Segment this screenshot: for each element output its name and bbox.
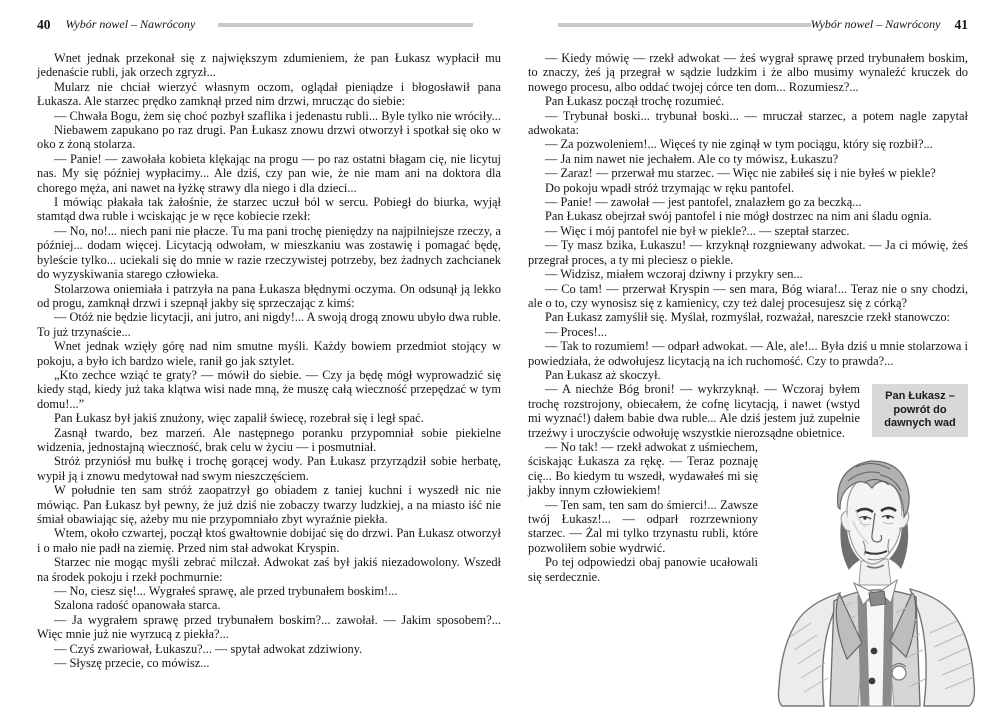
paragraph: — Słyszę przecie, co mówisz...: [54, 656, 210, 671]
page-body-right: [528, 51, 968, 584]
paragraph: Pan Łukasz obejrzał swój pantofel i nie mógł dostrzec na nim ani śladu ognia.: [545, 209, 932, 224]
paragraph: Mularz nie chciał wierzyć własnym oczom, oglądał pieniądze i błogosławił pana Łukasza. Ale starzec prędko zamknął przed nim drzwi, mrucząc do siebie:: [37, 79, 501, 109]
paragraph: — Ja nim nawet nie jechałem. Ale co ty mówisz, Łukaszu?: [545, 151, 839, 166]
paragraph: Starzec nie mogąc myśli zebrać milczał. Adwokat zaś był jakiś niezadowolony. Wszedł na środek pokoju i rzekł pochmurnie:: [37, 555, 501, 584]
running-title-left: Wybór nowel – Nawrócony: [65, 17, 196, 31]
paragraph: — No, no!... niech pani nie płacze. Tu ma pani trochę pieniędzy na najpilniejsze rzeczy, a później... dodam więcej. Licytacją odwołam, w mieszkaniu was zostawię i pomagać będę, byleście tylko... uciekali się do mnie w razie rzeczywistej potrzeby, bez żadnych zachcianek do wyzyskiwania starego człowieka.: [37, 223, 501, 282]
paragraph: — Za pozwoleniem!... Więceś ty nie zginął w tym pociągu, który się rozbił?...: [545, 137, 933, 152]
margin-note-text: Pan Łukasz – powrót do dawnych wad: [884, 390, 956, 430]
page-number-left: 40: [37, 16, 51, 32]
paragraph: Pan Łukasz aż skoczył.: [545, 367, 661, 382]
header-rule-left: [218, 23, 473, 27]
paragraph: Wtem, około czwartej, począł ktoś gwałtownie dobijać się do drzwi. Pan Łukasz otworzył i o mało nie padł na ziemię. Przed nim stał adwokat Kryspin.: [37, 526, 501, 555]
paragraph: Stolarzowa oniemiała i patrzyła na pana Łukasza błędnymi oczyma. On odsunął ją lekko od progu, zamknął drzwi i szepnął jakby się sprzeczając z kimś:: [37, 281, 501, 310]
paragraph: — A niechże Bóg broni! — wykrzyknął. — Wczoraj byłem trochę rozstrojony, obiecałem, że cofnę licytacją, i nawet (wstyd mi wyznać!) dałem babie dwa ruble... Ale dziś jestem już zupełnie trzeźwy i uroczyście odwołuję wszystkie nierozsądne obietnice.: [528, 382, 860, 440]
header-rule-right: [558, 23, 811, 27]
page-body-left: [37, 51, 501, 670]
paragraph: Do pokoju wpadł stróż trzymając w ręku pantofel.: [545, 180, 795, 195]
paragraph: — Ja wygrałem sprawę przed trybunałem boskim?... zawołał. — Jakim sposobem?... Więc mnie już nie wyrzucą z piekła?...: [37, 612, 501, 642]
paragraph: — Czyś zwariował, Łukaszu?... — spytał adwokat zdziwiony.: [54, 641, 363, 656]
paragraph: I mówiąc płakała tak żałośnie, że starzec uczuł ból w sercu. Pobiegł do biurka, wyjął stamtąd dwa ruble i wciskając je w ręce kobiecie rzekł:: [37, 195, 501, 224]
paragraph: Pan Łukasz zamyślił się. Myślał, rozmyślał, rozważał, nareszcie rzekł stanowczo:: [545, 310, 950, 325]
paragraph: Niebawem zapukano po raz drugi. Pan Łukasz znowu drzwi otworzył i spotkał się oko w oko z żoną stolarza.: [37, 123, 501, 152]
paragraph: Pan Łukasz począł trochę rozumieć.: [545, 94, 725, 109]
paragraph: — Ty masz bzika, Łukaszu! — krzyknął rozgniewany adwokat. — Ja ci mówię, żeś przegrał proces, a ty mi pleciesz o piekle.: [528, 238, 968, 267]
paragraph: — Proces!...: [545, 324, 607, 339]
paragraph: Wnet jednak przekonał się z największym zdumieniem, że pan Łukasz wypłacił mu jedenaście rubli, jak orzech zgryzł...: [37, 51, 501, 80]
paragraph: Zasnął twardo, bez marzeń. Ale następnego poranku przypomniał sobie piekielne widzenia, jednostajną wieczność, brak celu w życiu — i posmutniał.: [37, 425, 501, 454]
paragraph: W południe ten sam stróż zaopatrzył go obiadem z taniej kuchni i wyszedł nic nie mówiąc. Pan Łukasz był pewny, że już dziś nie zobaczy twarzy ludzkiej, a na miasto iść nie śmiał obawiając się, ażeby mu nie przypomniało zbyt wyraźnie piekła.: [37, 483, 501, 526]
margin-note: [872, 384, 968, 437]
page-header-right: [528, 17, 968, 32]
page-40: [37, 0, 501, 670]
paragraph: — Zaraz! — przerwał mu starzec. — Więc nie zabiłeś się i nie byłeś w piekle?: [545, 166, 936, 181]
paragraph: Pan Łukasz był jakiś znużony, więc zapalił świecę, rozebrał się i legł spać.: [54, 411, 424, 426]
page-41: [528, 0, 968, 707]
paragraph: Po tej odpowiedzi obaj panowie ucałowali się serdecznie.: [528, 555, 758, 584]
running-title-right: Wybór nowel – Nawrócony: [810, 17, 941, 31]
paragraph: — Kiedy mówię — rzekł adwokat — żeś wygrał sprawę przed trybunałem boskim, to znaczy, żeś ją przegrał w sądzie ludzkim i że albo musimy wynaleźć kruczek do nowego procesu, albo oddać twojej córce ten dom... Rozumiesz?...: [528, 51, 968, 94]
paragraph: — Więc i mój pantofel nie był w piekle?... — szeptał starzec.: [545, 223, 850, 238]
paragraph: „Kto zechce wziąć te graty? — mówił do siebie. — Czy ja będę mógł wyprowadzić się kiedy stąd, kiedy już taka klątwa wisi nade mną, że muszę całą wieczność przepędzać w tym domu!...”: [37, 367, 501, 411]
paragraph: — Co tam! — przerwał Kryspin — sen mara, Bóg wiara!... Teraz nie o sny chodzi, ale o to, czy wynosisz się z kamienicy, czy też dalej procesujesz się z córką?: [528, 281, 968, 310]
paragraph: — Otóż nie będzie licytacji, ani jutro, ani nigdy!... A swoją drogą znowu ubyło dwa ruble. To już trzynaście...: [37, 310, 501, 339]
paragraph: — Panie! — zawołała kobieta klękając na progu — po raz ostatni błagam cię, nie licytuj nas. My się później wypłacimy... Ale dziś, czy pan wie, że nie mam ani na doktora dla chorego męża, ani nawet na łyżkę strawy dla niego i dla dzieci...: [37, 151, 501, 195]
paragraph: — Trybunał boski... trybunał boski... — mruczał starzec, a potem nagle zapytał adwokata:: [528, 108, 968, 138]
paragraph: Stróż przyniósł mu bułkę i trochę gorącej wody. Pan Łukasz przyrządził sobie herbatę, wypił ją i znowu medytował nad swym nieszczęściem.: [37, 454, 501, 483]
paragraph: Szalona radość opanowała starca.: [54, 598, 221, 613]
page-header-left: [37, 17, 501, 32]
paragraph: Wnet jednak wzięły górę nad nim smutne myśli. Każdy bowiem przedmiot stojący w pokoju, a było ich bardzo wiele, ranił go jak sztylet.: [37, 339, 501, 368]
paragraph: — Widzisz, miałem wczoraj dziwny i przykry sen...: [545, 267, 803, 282]
page-number-right: 41: [954, 16, 968, 32]
paragraph: — Tak to rozumiem! — odparł adwokat. — Ale, ale!... Była dziś u mnie stolarzowa i powiedziała, że odwołujesz licytacją na ich ruchomość. Czy to prawda?...: [528, 339, 968, 368]
paragraph: — Panie! — zawołał — jest pantofel, znalazłem go za beczką...: [545, 195, 862, 210]
portrait-illustration: [768, 451, 988, 707]
old-man-sketch-icon: [768, 451, 988, 707]
paragraph: — No tak! — rzekł adwokat z uśmiechem, ściskając Łukasza za rękę. — Teraz poznaję cię... Bo kiedym tu wszedł, wydawałeś mi się jakby innym człowiekiem!: [528, 439, 758, 498]
paragraph: — Ten sam, ten sam do śmierci!... Zawsze twój Łukasz!... — odparł rozrzewniony starzec. — Żal mi tylko trzynastu rubli, które pozwoliłem sobie wydrwić.: [528, 497, 758, 555]
paragraph: — Chwała Bogu, żem się choć pozbył szaflika i jedenastu rubli... Byle tylko nie wróciły...: [54, 108, 501, 123]
paragraph: — No, ciesz się!... Wygrałeś sprawę, ale przed trybunałem boskim!...: [54, 584, 398, 599]
